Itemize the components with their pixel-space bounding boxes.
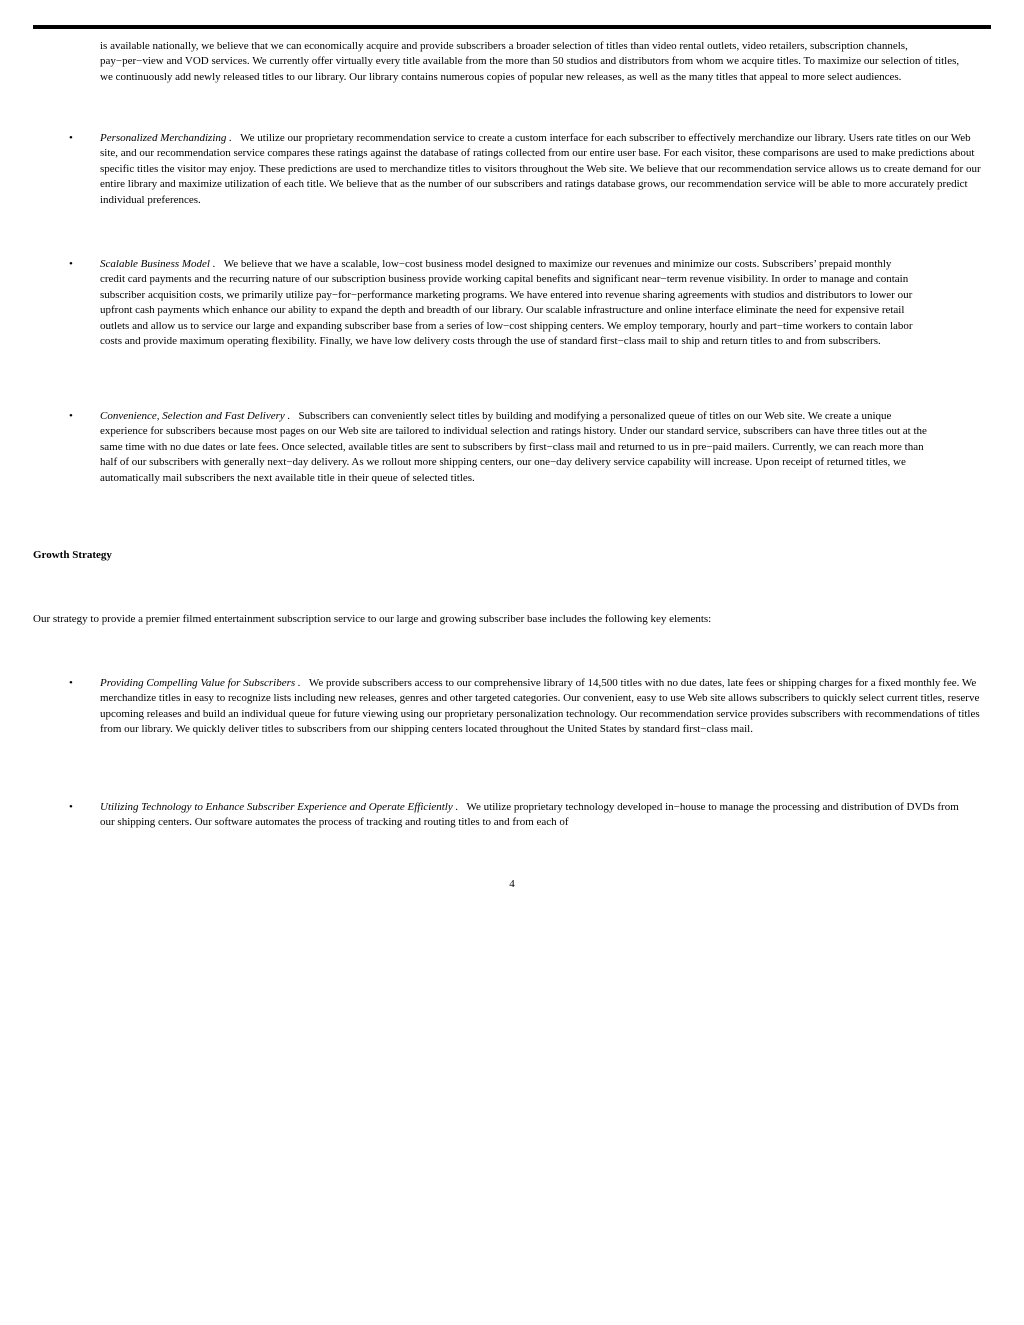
bullet-marker: •: [69, 801, 73, 813]
bullet-body: We utilize our proprietary recommendation service to create a custom interface for each subscriber to effectively merchandize our library. Users rate titles on our Web site, and our recommendation service compares these ratings against the database of ratings collected from our entire user base. For each visitor, these comparisons are used to make predictions about specific titles the visitor may enjoy. These predictions are used to merchandize titles to visitors throughout the Web site. We believe that our recommendation service allows us to create demand for our entire library and maximize utilization of each title. We believe that as the number of our subscribers and ratings database grows, our recommendation service will be able to more accurately predict individual preferences.: [100, 132, 981, 206]
bullet-marker: •: [69, 410, 73, 422]
bullet-lead: Providing Compelling Value for Subscribers .: [100, 677, 301, 689]
section-heading-growth-strategy: Growth Strategy: [33, 549, 112, 561]
bullet-lead: Personalized Merchandizing .: [100, 132, 232, 144]
page-number: 4: [509, 878, 515, 890]
bullet-body: We utilize proprietary technology developed in−house to manage the processing and distribution of DVDs from our shipping centers. Our software automates the process of tracking and routing titles to and from each of: [100, 801, 959, 829]
bullet-lead: Utilizing Technology to Enhance Subscriber Experience and Operate Efficiently .: [100, 801, 459, 813]
bullet-text: [100, 409, 935, 486]
bullet-text: [100, 676, 988, 738]
bullet-body: Subscribers can conveniently select titles by building and modifying a personalized queue of titles on our Web site. We create a unique experience for subscribers because most pages on our Web site are tailored to individual selection and ratings history. Under our standard service, subscribers can have three titles out at the same time with no due dates or late fees. Once selected, available titles are sent to subscribers by first−class mail and returned to us in pre−paid mailers. Currently, we can reach more than half of our subscribers with generally next−day delivery. As we rollout more shipping centers, our one−day delivery service capability will increase. Upon receipt of returned titles, we automatically mail subscribers the next available title in their queue of selected titles.: [100, 410, 927, 484]
bullet-lead: Convenience, Selection and Fast Delivery .: [100, 410, 291, 422]
bullet-marker: •: [69, 677, 73, 689]
growth-intro-paragraph: Our strategy to provide a premier filmed entertainment subscription service to our large and growing subscriber base includes the following key elements:: [33, 613, 712, 625]
bullet-body: We believe that we have a scalable, low−cost business model designed to maximize our revenues and minimize our costs. Subscribers’ prepaid monthly credit card payments and the recurring nature of our subscription business provide working capital benefits and significant near−term revenue visibility. In order to manage and contain subscriber acquisition costs, we primarily utilize pay−for−performance marketing programs. We have entered into revenue sharing agreements with studios and distributors to lower our upfront cash payments which enhance our ability to expand the depth and breadth of our library. Our scalable infrastructure and online interface eliminate the need for expensive retail outlets and allow us to service our large and expanding subscriber base from a series of low−cost shipping centers. We employ temporary, hourly and part−time workers to contain labor costs and provide maximum operating flexibility. Finally, we have low delivery costs through the use of standard first−class mail to ship and return titles to and from subscribers.: [100, 258, 913, 348]
bullet-text: [100, 131, 985, 208]
bullet-text: [100, 257, 915, 349]
bullet-marker: •: [69, 132, 73, 144]
bullet-body: We provide subscribers access to our comprehensive library of 14,500 titles with no due dates, late fees or shipping charges for a fixed monthly fee. We merchandize titles in easy to recognize lists including new releases, genres and other targeted categories. Our convenient, easy to use Web site allows subscribers to quickly select current titles, reserve upcoming releases and build an individual queue for future viewing using our proprietary personalization technology. Our recommendation service provides subscribers with recommendations of titles from our library. We quickly deliver titles to subscribers from our shipping centers located throughout the United States by standard first−class mail.: [100, 677, 980, 736]
top-rule: [33, 25, 991, 29]
bullet-text: [100, 800, 960, 831]
bullet-marker: •: [69, 258, 73, 270]
bullet-lead: Scalable Business Model .: [100, 258, 216, 270]
continuation-paragraph: is available nationally, we believe that we can economically acquire and provide subscribers a broader selection of titles than video rental outlets, video retailers, subscription channels, pay−per−view and VOD services. We currently offer virtually every title available from the more than 50 studios and distributors from whom we acquire titles. To maximize our selection of titles, we continuously add newly released titles to our library. Our library contains numerous copies of popular new releases, as well as the many titles that appeal to more select audiences.: [100, 40, 960, 83]
